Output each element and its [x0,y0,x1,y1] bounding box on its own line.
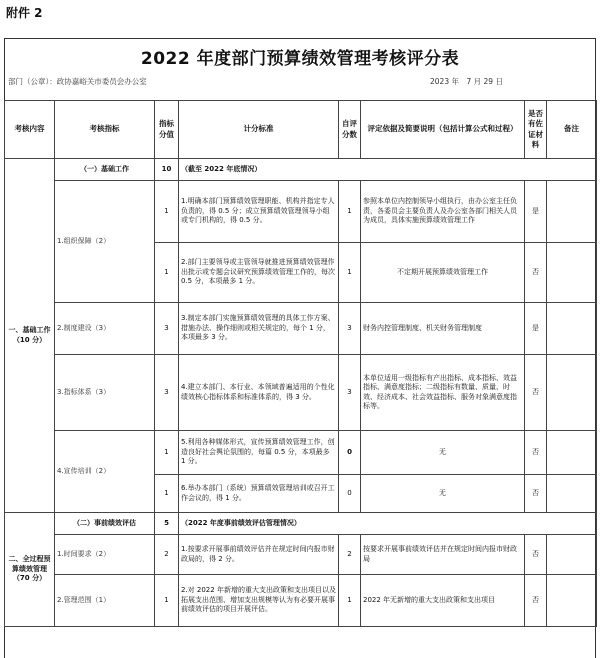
evidence-cell: 否 [525,243,547,303]
score-cell: 3 [155,355,179,431]
evidence-cell: 否 [525,475,547,513]
evidence-cell: 是 [525,181,547,243]
remark-cell [547,575,597,627]
score-cell: 3 [155,303,179,355]
section-indicator: （一）基础工作 [55,159,155,181]
basis-cell: 参照本单位内控制领导小组执行，由办公室主任负责，各委员会主要负责人及办公室各部门相关人员为成员，具体实施预算绩效管理工作 [361,181,525,243]
table-row [5,431,597,475]
section-content-basic: 一、基础工作（10 分） [5,159,55,513]
standard-cell: 3.制定本部门实施预算绩效管理的具体工作方案、措施办法、操作细则或相关规定的，每个 1 分，本项最多 3 分。 [179,303,339,355]
remark-cell [547,475,597,513]
evidence-cell: 否 [525,355,547,431]
score-cell: 1 [155,243,179,303]
section-score: 10 [155,159,179,181]
basis-cell: 按要求开展事前绩效评估并在规定时间内报市财政局 [361,535,525,575]
self-score-cell: 3 [339,303,361,355]
header-self-score: 自评分数 [339,101,361,159]
remark-cell [547,431,597,475]
self-score-cell: 2 [339,535,361,575]
basis-cell: 财务内控管理制度、机关财务管理制度 [361,303,525,355]
page-title: 2022 年度部门预算绩效管理考核评分表 [140,49,460,69]
date-field: 2023 年 7 月 29 日 [430,77,503,86]
standard-cell: 1.按要求开展事前绩效评估并在规定时间内报市财政局的，得 2 分。 [179,535,339,575]
score-table [4,100,597,627]
self-score-cell: 1 [339,575,361,627]
table-row [5,535,597,575]
score-cell: 1 [155,475,179,513]
indicator-cell: 4.宣传培训（2） [55,431,155,513]
remark-cell [547,303,597,355]
evidence-cell: 否 [525,575,547,627]
basis-cell: 不定期开展预算绩效管理工作 [361,243,525,303]
self-score-cell: 0 [339,431,361,475]
remark-cell [547,181,597,243]
evidence-cell: 否 [525,431,547,475]
basis-cell: 无 [361,431,525,475]
remark-cell [547,355,597,431]
table-row [5,181,597,243]
self-score-cell: 1 [339,181,361,243]
header-score: 指标分值 [155,101,179,159]
header-content: 考核内容 [5,101,55,159]
evidence-cell: 是 [525,303,547,355]
standard-cell: 2.部门主要领导或主管领导就推进预算绩效管理作出批示或专题会议研究预算绩效管理工作的，每次 0.5 分，本项最多 1 分。 [179,243,339,303]
self-score-cell: 1 [339,243,361,303]
standard-cell: 5.利用各种媒体形式，宣传预算绩效管理工作，创造良好社会舆论氛围的，每篇 0.5 分，本项最多 1 分。 [179,431,339,475]
attachment-label: 附件 2 [6,6,43,20]
basis-cell: 2022 年无新增的重大支出政策和支出项目 [361,575,525,627]
self-score-cell: 0 [339,475,361,513]
standard-cell: 2.对 2022 年新增的重大支出政策和支出项目以及拓展支出范围、增加支出规模等认为有必要开展事前绩效评估的项目开展评估。 [179,575,339,627]
standard-cell: 1.明确本部门预算绩效管理职能、机构并指定专人负责的，得 0.5 分；成立预算绩效管理领导小组或专门机构的，得 0.5 分。 [179,181,339,243]
section-content-process: 二、全过程预算绩效管理（70 分） [5,513,55,627]
section-row [5,159,597,181]
section-indicator: （二）事前绩效评估 [55,513,155,535]
table-row [5,303,597,355]
indicator-cell: 2.制度建设（3） [55,303,155,355]
header-standard: 计分标准 [179,101,339,159]
department-field: 部门（公章）：政协嘉峪关市委员会办公室 [8,77,147,86]
indicator-cell: 2.管理范围（1） [55,575,155,627]
indicator-cell: 1.组织保障（2） [55,181,155,303]
header-remark: 备注 [547,101,597,159]
score-cell: 1 [155,431,179,475]
section-standard: （2022 年度事前绩效评估管理情况） [179,513,597,535]
basis-cell: 无 [361,475,525,513]
remark-cell [547,535,597,575]
table-row [5,355,597,431]
indicator-cell: 1.时间要求（2） [55,535,155,575]
table-row [5,575,597,627]
header-evidence: 是否有佐证材料 [525,101,547,159]
score-cell: 1 [155,181,179,243]
standard-cell: 6.举办本部门（系统）预算绩效管理培训或召开工作会议的，得 1 分。 [179,475,339,513]
header-row [5,101,597,159]
section-row [5,513,597,535]
section-score: 5 [155,513,179,535]
header-basis: 评定依据及简要说明（包括计算公式和过程） [361,101,525,159]
remark-cell [547,243,597,303]
header-indicator: 考核指标 [55,101,155,159]
indicator-cell: 3.指标体系（3） [55,355,155,431]
score-cell: 2 [155,535,179,575]
score-cell: 1 [155,575,179,627]
basis-cell: 本单位适用一级指标有产出指标、成本指标、效益指标、满意度指标；二级指标有数量、质量、时效、经济成本、社会效益指标、服务对象满意度指标等。 [361,355,525,431]
evidence-cell: 否 [525,535,547,575]
self-score-cell: 3 [339,355,361,431]
standard-cell: 4.建立本部门、本行业、本领域普遍适用的个性化绩效核心指标体系和标准体系的，得 3 分。 [179,355,339,431]
section-standard: （截至 2022 年底情况） [179,159,597,181]
